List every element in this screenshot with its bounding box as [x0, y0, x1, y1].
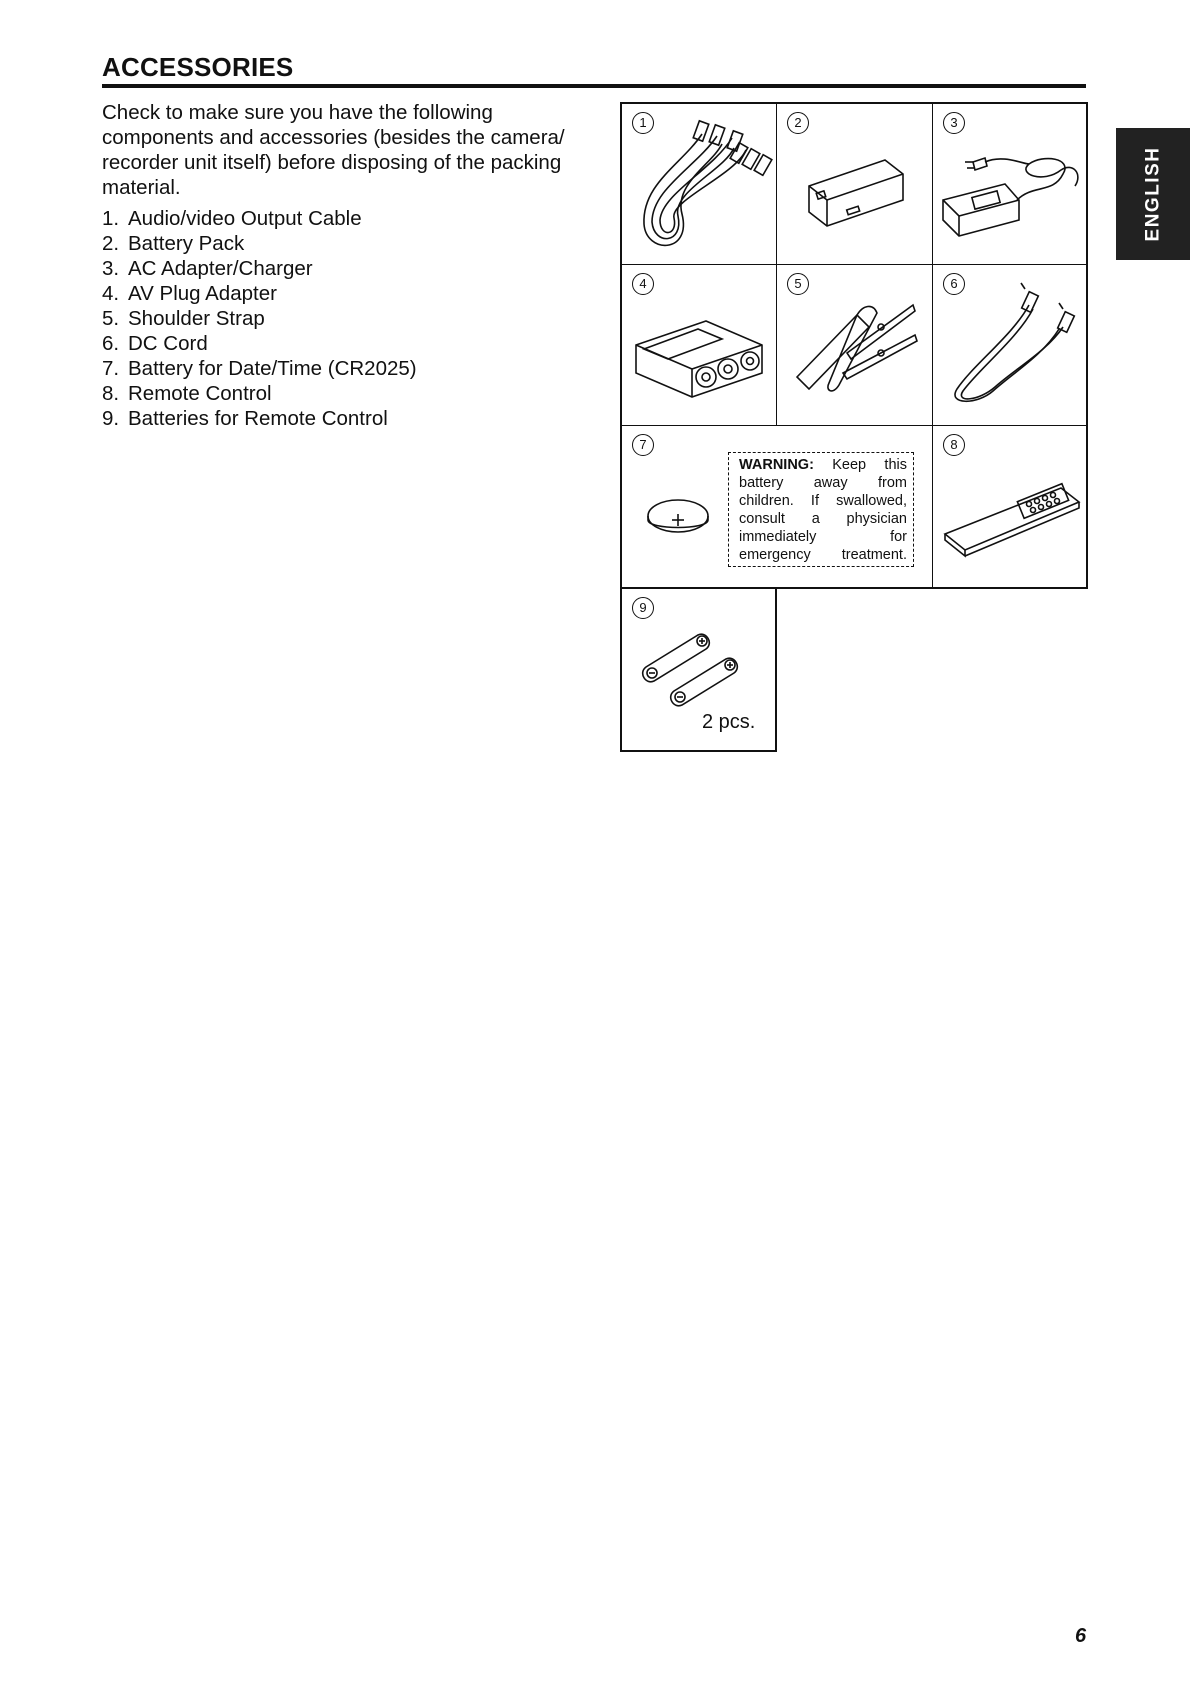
item-marker: 8 — [943, 434, 965, 456]
list-item: 7. Battery for Date/Time (CR2025) — [102, 357, 417, 380]
accessory-cell-8 — [933, 426, 1088, 587]
warning-box — [728, 452, 914, 567]
title-divider — [102, 84, 1086, 88]
accessories-list — [102, 206, 574, 431]
page-number: 6 — [1075, 1625, 1087, 1647]
item-marker: 1 — [632, 112, 654, 134]
accessories-figure — [620, 102, 1088, 589]
item-marker: 4 — [632, 273, 654, 295]
accessory-cell-6 — [933, 265, 1088, 426]
battery-pack-icon — [777, 104, 932, 265]
list-item: 4. AV Plug Adapter — [102, 282, 277, 305]
list-item: 2. Battery Pack — [102, 232, 245, 255]
item-marker: 2 — [787, 112, 809, 134]
accessory-cell-5 — [777, 265, 932, 426]
page-title: ACCESSORIES — [102, 52, 294, 82]
av-cable-icon — [622, 104, 777, 265]
item-marker: 7 — [632, 434, 654, 456]
accessory-cell-4 — [622, 265, 777, 426]
dc-cord-icon — [933, 265, 1088, 426]
accessory-cell-3 — [933, 104, 1088, 265]
coin-battery-icon — [622, 426, 732, 587]
list-item: 9. Batteries for Remote Control — [102, 407, 388, 430]
list-item: 6. DC Cord — [102, 332, 208, 355]
accessory-cell-9 — [620, 589, 777, 752]
item-marker: 9 — [632, 597, 654, 619]
accessory-cell-2 — [777, 104, 932, 265]
remote-control-icon — [933, 426, 1088, 587]
list-item: 1. Audio/video Output Cable — [102, 207, 362, 230]
accessory-cell-1 — [622, 104, 777, 265]
accessory-cell-7 — [622, 426, 932, 587]
list-item: 3. AC Adapter/Charger — [102, 257, 313, 280]
list-item: 8. Remote Control — [102, 382, 272, 405]
quantity-label: 2 pcs. — [702, 711, 756, 733]
intro-section — [102, 100, 574, 431]
language-tab — [1116, 128, 1190, 260]
warning-text: Keep this battery away from children. If swallowed, consult a physician immediately for emergency treatment. — [739, 457, 907, 563]
warning-label: WARNING: — [739, 457, 814, 473]
intro-paragraph: Check to make sure you have the following components and accessories (besides the camera/ recorder unit itself) before disposing of the packing material. — [102, 101, 565, 199]
item-marker: 6 — [943, 273, 965, 295]
av-plug-adapter-icon — [622, 265, 777, 426]
item-marker: 5 — [787, 273, 809, 295]
item-marker: 3 — [943, 112, 965, 134]
ac-adapter-icon — [933, 104, 1088, 265]
shoulder-strap-icon — [777, 265, 932, 426]
list-item: 5. Shoulder Strap — [102, 307, 265, 330]
language-tab-label: ENGLISH — [1142, 146, 1164, 242]
